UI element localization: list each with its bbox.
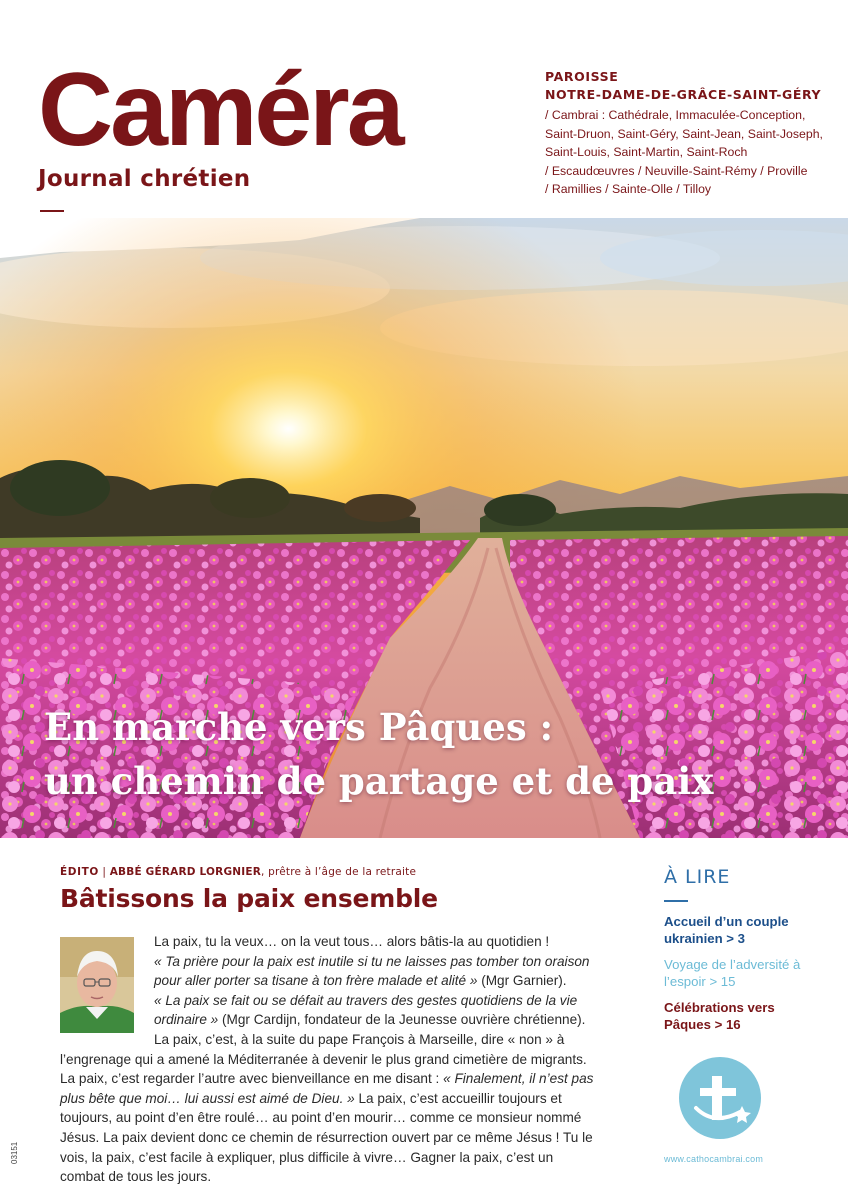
parish-line: / Escaudœuvres / Neuville-Saint-Rémy / Proville	[545, 163, 808, 178]
kicker-label: ÉDITO	[60, 866, 99, 878]
magazine-logo: Caméra	[38, 52, 402, 168]
parish-line: / Ramillies / Sainte-Olle / Tilloy	[545, 182, 712, 196]
read-also-sidebar	[664, 866, 824, 1043]
quote-source: (Mgr Garnier).	[477, 973, 567, 989]
kicker-author: ABBÉ GÉRARD LORGNIER	[109, 866, 262, 878]
print-code: 03151	[10, 1141, 19, 1164]
editorial-paragraph: La paix, tu la veux… on la veut tous… alors bâtis-la au quotidien !	[154, 934, 550, 949]
parish-block	[545, 68, 835, 199]
magazine-subtitle: Journal chrétien	[38, 166, 251, 192]
kicker-role: , prêtre à l’âge de la retraite	[261, 866, 417, 878]
editorial-text: La paix, c’est regarder l’autre avec bienveillance en me disant :	[60, 1071, 444, 1087]
editorial-paragraph	[60, 952, 600, 991]
parish-title-line: NOTRE-DAME-DE-GRÂCE-SAINT-GÉRY	[545, 87, 822, 102]
editorial-title: Bâtissons la paix ensemble	[60, 884, 438, 913]
editorial-quote: « Finalement, il n’est pas plus bête que moi… lui aussi est aimé de Dieu. »	[60, 1071, 594, 1106]
kicker-separator: |	[98, 866, 110, 878]
cross-logo-icon	[678, 1056, 762, 1140]
sidebar-item-journey[interactable]: Voyage de l’adversité à l’espoir > 15	[664, 957, 801, 989]
sidebar-divider	[664, 900, 688, 902]
editorial-paragraph: La paix, c’est, à la suite du pape François à Marseille, dire « non » à l’engrenage qui a amené la Méditerranée à devenir le plus grand cimetière de migrants.	[60, 1031, 587, 1067]
parish-title	[545, 68, 835, 104]
quote-source: (Mgr Cardijn, fondateur de la Jeunesse ouvrière chrétienne).	[218, 1012, 586, 1028]
parish-line: / Cambrai : Cathédrale, Immaculée-Conception,	[545, 108, 806, 122]
sidebar-title: À LIRE	[664, 866, 731, 888]
sidebar-item-ukrainian-couple[interactable]: Accueil d’un couple ukrainien > 3	[664, 914, 789, 946]
editorial-text: La paix, c’est accueillir toujours et toujours, au point d’en être roulé… au point d’en mourir… comme ce monsieur nommé Jésus. La paix devient donc ce chemin de résurrection ouvert par ce même Jésus ! Tu le vois, la paix, c’est facile à expliquer, plus difficile à vivre… Gagner la paix, c’est un combat de tous les jours.	[60, 1090, 593, 1185]
headline-line: un chemin de partage et de paix	[44, 759, 714, 803]
editorial-kicker	[60, 866, 620, 878]
portrait-image	[60, 937, 134, 1033]
website-link[interactable]: www.cathocambrai.com	[664, 1154, 764, 1164]
editorial-quote: « Ta prière pour la paix est inutile si tu ne laisses pas tomber ton oraison pour aller porter sa tisane à ton frère malade et alité »	[154, 953, 590, 989]
editorial-header	[60, 866, 620, 913]
cover-headline	[44, 700, 834, 808]
author-portrait	[60, 937, 134, 1033]
parish-line: Saint-Druon, Saint-Géry, Saint-Jean, Saint-Joseph,	[545, 126, 823, 141]
masthead-divider	[40, 210, 64, 212]
editorial-body	[60, 932, 600, 1187]
editorial-paragraph	[60, 991, 600, 1030]
parish-line: Saint-Louis, Saint-Martin, Saint-Roch	[545, 145, 748, 159]
diocese-cross-logo	[678, 1056, 762, 1140]
parish-churches	[545, 106, 835, 199]
sidebar-item-easter-celebrations[interactable]: Célébrations vers Pâques > 16	[664, 1000, 775, 1032]
editorial-quote: « La paix se fait ou se défait au travers des gestes quotidiens de la vie ordinaire »	[154, 992, 578, 1028]
parish-title-line: PAROISSE	[545, 69, 619, 84]
editorial-paragraph	[60, 1069, 600, 1187]
headline-line: En marche vers Pâques :	[44, 705, 554, 749]
